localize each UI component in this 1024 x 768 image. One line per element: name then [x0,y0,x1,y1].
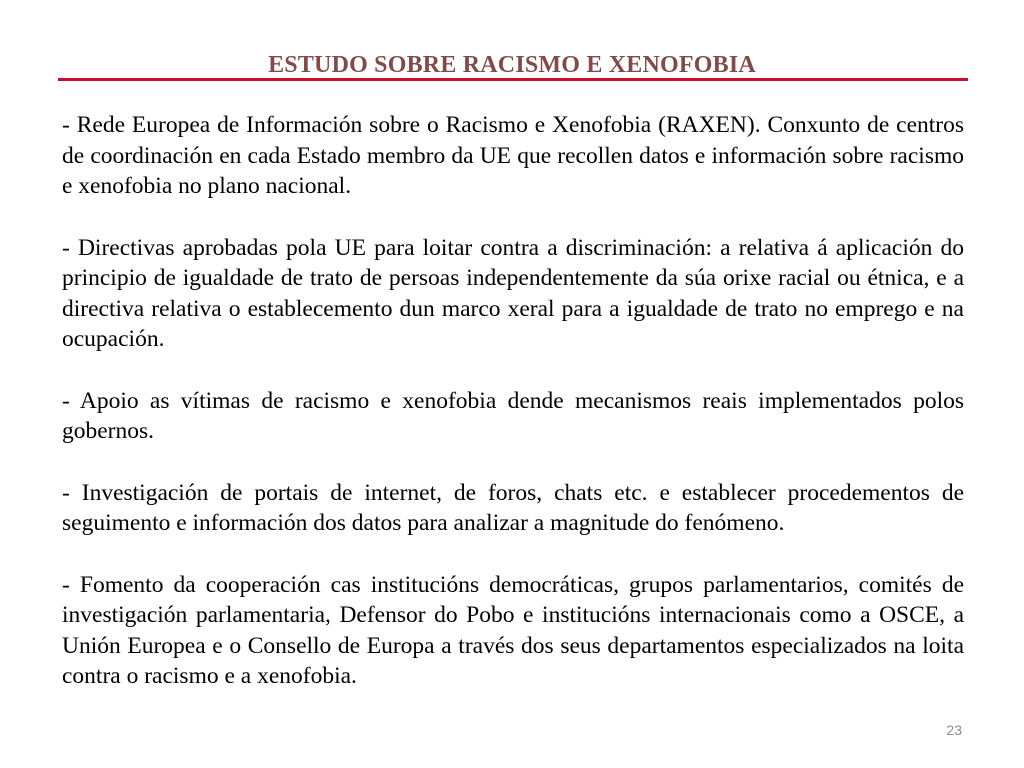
bullet-paragraph-raxen: - Rede Europea de Información sobre o Racismo e Xenofobia (RAXEN). Conxunto de centros de coordinación en cada Estado membro da UE que recollen datos e información sobre racismo e xenofobia no plano nacional. [62,112,964,199]
bullet-paragraph-investigacion: - Investigación de portais de internet, de foros, chats etc. e establecer procedementos de seguimento e información dos datos para analizar a magnitude do fenómeno. [62,479,964,536]
slide-title: ESTUDO SOBRE RACISMO E XENOFOBIA [268,52,756,78]
bullet-paragraph-fomento: - Fomento da cooperación cas institucións democráticas, grupos parlamentarios, comités de investigación parlamentaria, Defensor do Pobo e institucións internacionais como a OSCE, a Unión Europea e o Consello de Europa a través dos seus departamentos especializados na loita contra o racismo e a xenofobia. [62,571,964,689]
title-underline [58,78,968,81]
page-number: 23 [946,722,962,738]
bullet-paragraph-directivas: - Directivas aprobadas pola UE para loitar contra a discriminación: a relativa á aplicación do principio de igualdade de trato de persoas independentemente da súa orixe racial ou étnica, e a directiva relativa o establecemento dun marco xeral para a igualdade de trato no emprego e na ocupación. [62,234,964,352]
slide-body [62,110,964,692]
bullet-paragraph-apoio: - Apoio as vítimas de racismo e xenofobia dende mecanismos reais implementados polos gobernos. [62,387,964,444]
